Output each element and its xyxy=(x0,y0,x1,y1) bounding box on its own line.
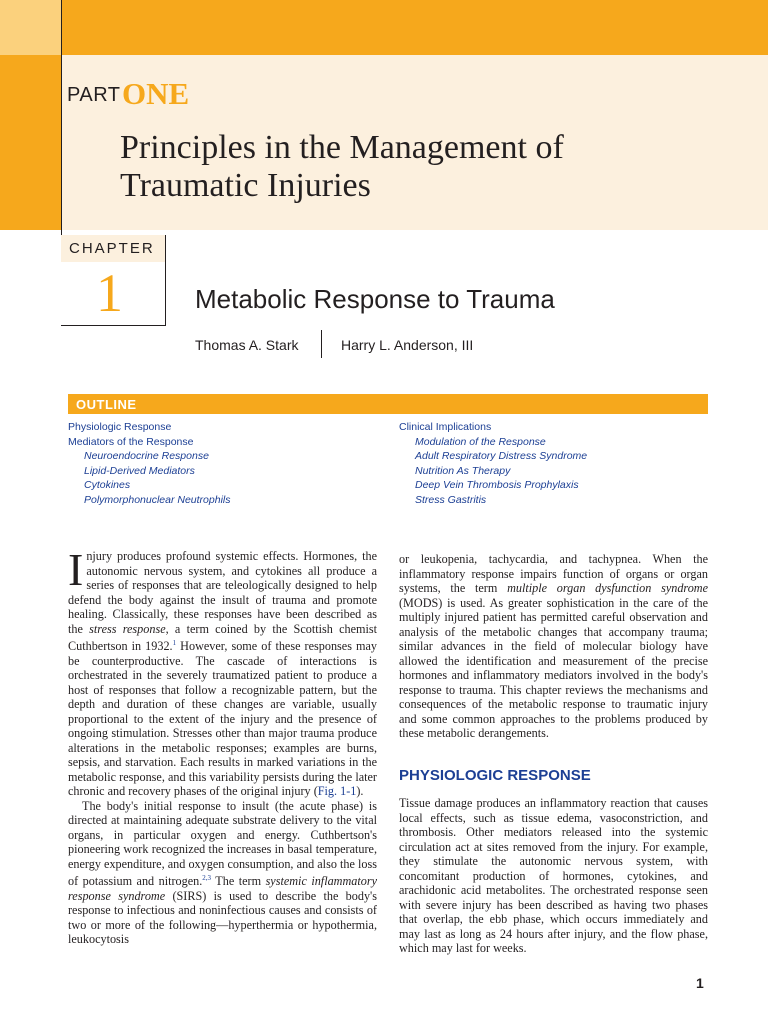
chapter-title: Metabolic Response to Trauma xyxy=(195,284,555,314)
header-band-top xyxy=(0,0,768,55)
body-italic-term: stress response xyxy=(89,621,166,636)
body-text: njury produces profound systemic effects. Hormones, the autonomic nervous system, and cytokines all produce a series of responses that are teleologically designed to help defend the body against the insult of trauma and promote healing. Classically, these responses have been described as the xyxy=(68,549,377,636)
outline-link-cytokines[interactable]: Cytokines xyxy=(84,479,131,491)
body-text: (MODS) is used. As greater sophistication in the care of the multiply injured patient has permitted careful observation and analysis of the metabolic changes that accompany trauma; similar advances in the field of molecular biology have allowed the identification and measurement of the precise hormones and inflammatory mediators involved in the body's response to trauma. This chapter reviews the mechanisms and consequences of the metabolic response to traumatic injury and some common approaches to the problems produced by these metabolic derangements. xyxy=(399,595,708,740)
body-text: , a term coined by the Scottish chemist Cuthbertson in 1932. xyxy=(68,621,377,654)
outline-link-physiologic-response[interactable]: Physiologic Response xyxy=(68,421,172,433)
body-paragraph xyxy=(68,544,377,799)
reference-link[interactable]: 1 xyxy=(172,639,177,647)
outline-link-lipid-derived[interactable]: Lipid-Derived Mediators xyxy=(84,465,195,477)
chapter-label: CHAPTER xyxy=(69,240,155,257)
outline-link-stress-gastritis[interactable]: Stress Gastritis xyxy=(415,494,487,506)
outline-link-dvt-prophylaxis[interactable]: Deep Vein Thrombosis Prophylaxis xyxy=(415,479,579,491)
drop-cap: I xyxy=(68,544,84,595)
outline-link-neuroendocrine[interactable]: Neuroendocrine Response xyxy=(84,450,209,462)
outline-link-clinical-implications[interactable]: Clinical Implications xyxy=(399,421,492,433)
author-separator xyxy=(321,330,322,358)
reference-link[interactable]: 2,3 xyxy=(202,874,212,883)
outline-link-ards[interactable]: Adult Respiratory Distress Syndrome xyxy=(415,450,588,462)
body-paragraph xyxy=(68,799,377,947)
outline-link-modulation[interactable]: Modulation of the Response xyxy=(415,436,546,448)
part-title xyxy=(120,129,740,205)
figure-link[interactable]: Fig. 1-1 xyxy=(317,784,357,799)
body-text: or leukopenia, tachycardia, and tachypnea. When the inflammatory response impairs function of organs or organ systems, the term xyxy=(399,552,708,595)
body-text: The term xyxy=(211,874,266,889)
outline-link-nutrition[interactable]: Nutrition As Therapy xyxy=(415,465,511,477)
body-text: The body's initial response to insult (the acute phase) is directed at maintaining adequate substrate delivery to the vital organs, in particular oxygen and energy. Cuthbertson's pioneering work recognized the increases in basal temperature, energy expenditure, and oxygen consumption, and also the loss of potassium and nitrogen. xyxy=(68,798,377,889)
body-paragraph: Tissue damage produces an inflammatory reaction that causes local effects, such as tissue edema, vasoconstriction, and thrombosis. Other mediators released into the systemic circulation act at sites removed from the injury. For example, they stimulate the autonomic nervous system, with concomitant production of hormones, cytokines, and arachidonic acid metabolites. The orchestrated response seen with severe injury has been described as having two phases that overlap, the ebb phase, which occurs immediately and may last as long as 24 hours after injury, and the flow phase, which may last for weeks. xyxy=(399,796,708,955)
outline-link-neutrophils[interactable]: Polymorphonuclear Neutrophils xyxy=(84,494,231,506)
outline-link-mediators[interactable]: Mediators of the Response xyxy=(68,436,194,448)
author-name: Harry L. Anderson, III xyxy=(341,337,474,353)
body-italic-term: multiple organ dysfunction syndrome xyxy=(507,581,709,595)
header-corner-block xyxy=(0,0,61,55)
part-label: PART xyxy=(67,84,121,106)
body-column-right-section xyxy=(399,796,708,956)
body-column-right xyxy=(399,552,708,741)
part-title-line-1: Principles in the Management of xyxy=(120,129,564,166)
body-text: ). xyxy=(356,784,364,799)
body-column-left xyxy=(68,544,378,947)
part-number: ONE xyxy=(122,76,190,111)
header-band-left xyxy=(0,55,61,230)
part-title-line-2: Traumatic Injuries xyxy=(120,167,371,204)
outline-bar xyxy=(68,394,708,414)
body-italic-term: systemic inflammatory response syndrome xyxy=(68,874,378,903)
page-number: 1 xyxy=(696,975,704,991)
section-heading: PHYSIOLOGIC RESPONSE xyxy=(399,767,591,784)
author-name: Thomas A. Stark xyxy=(195,337,299,353)
body-paragraph xyxy=(399,552,708,741)
chapter-number: 1 xyxy=(96,263,123,323)
outline-heading: OUTLINE xyxy=(76,397,137,412)
body-text: (SIRS) is used to describe the body's response to infectious and noninfectious causes and consists of two or more of the following—hyperthermia or hypothermia, leukocytosis xyxy=(68,888,377,947)
body-text: However, some of these responses may be counterproductive. The cascade of interactions is orchestrated in the severely traumatized patient to produce a host of responses that follow a recognizable pattern, but the depth and duration of these changes are variable, usually proportional to the extent of the injury and the presence of ongoing stimulation. Stresses other than major trauma produce alterations in the metabolic responses; examples are burns, sepsis, and starvation. Each results in marked variations in the metabolic response, and this variability persists during the later chronic and recovery phases of the original injury ( xyxy=(68,639,377,799)
